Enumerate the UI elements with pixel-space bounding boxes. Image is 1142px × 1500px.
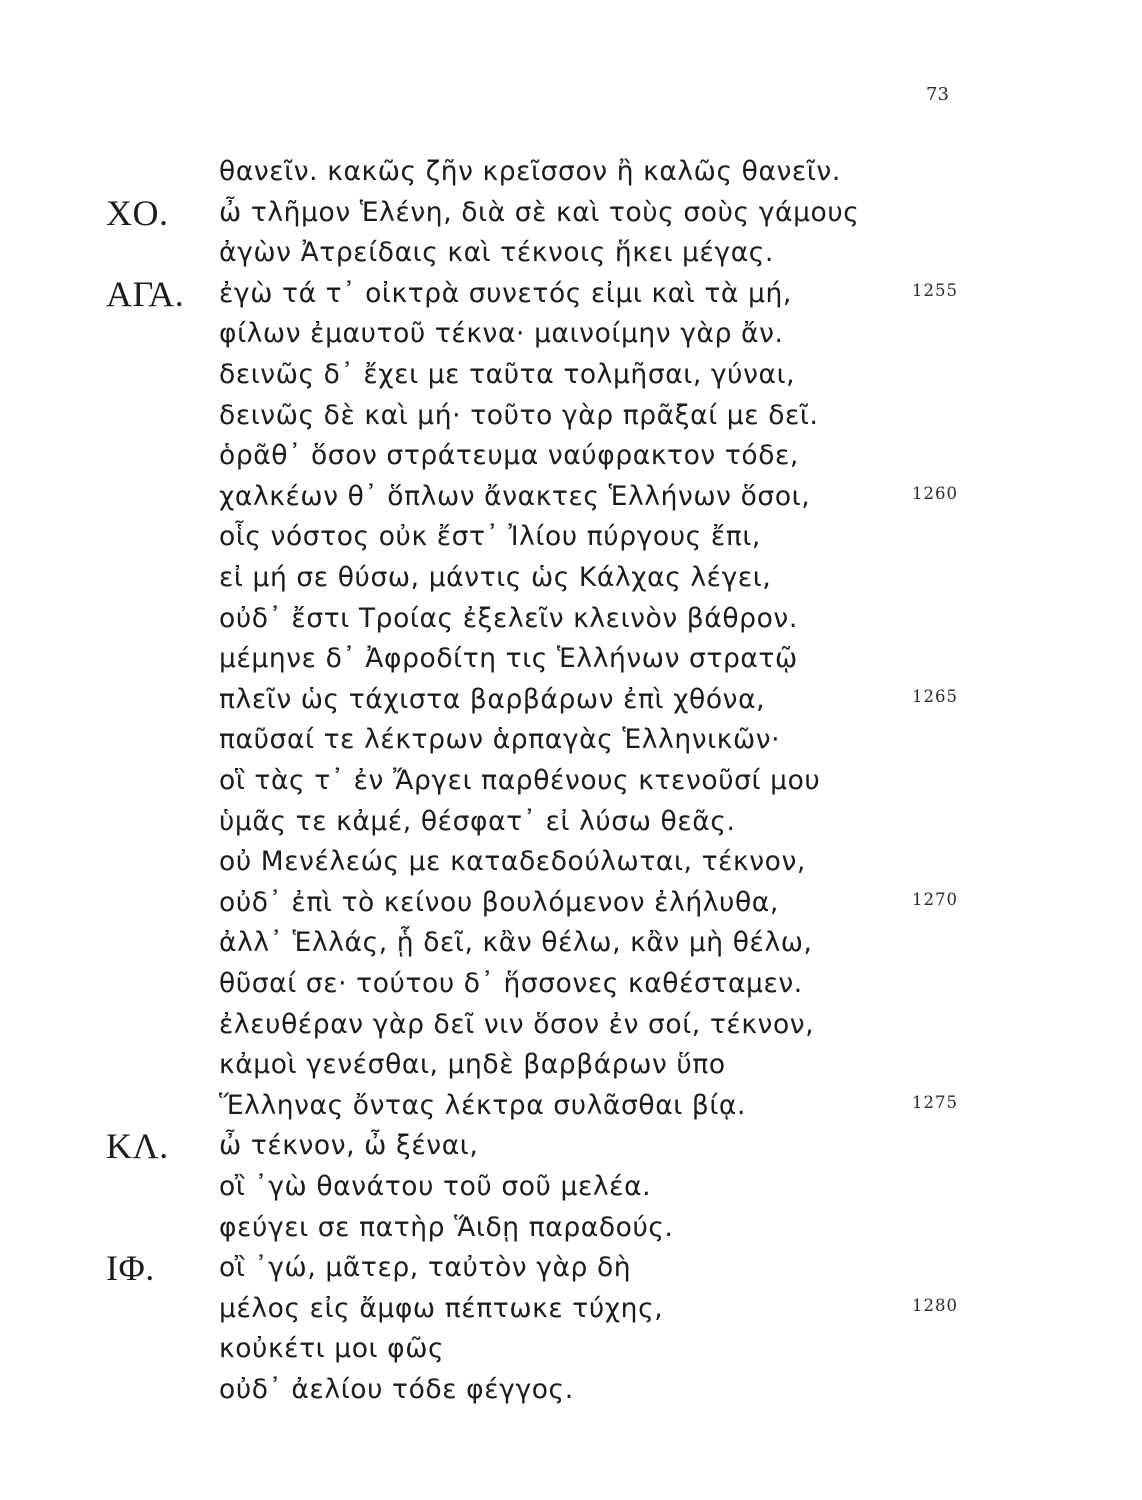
verse-text: πλεῖν ὡς τάχιστα βαρβάρων ἐπὶ χθόνα, [219, 683, 766, 715]
verse-line [0, 719, 1142, 761]
verse-text: ὦ τέκνον, ὦ ξέναι, [219, 1130, 479, 1162]
verse-text: οὐ Μενέλεώς με καταδεδούλωται, τέκνον, [219, 846, 806, 878]
verse-text: μέλος εἰς ἄμφω πέπτωκε τύχης, [219, 1292, 664, 1324]
verse-text: ὦ τλῆμον Ἑλένη, διὰ σὲ καὶ τοὺς σοὺς γάμους [219, 196, 860, 228]
verse-line [0, 841, 1142, 883]
verse-text: οἲ ᾽γώ, μᾶτερ, ταὐτὸν γὰρ δὴ [219, 1252, 632, 1284]
verse-line [0, 1207, 1142, 1249]
verse-line [0, 638, 1142, 680]
verse-line [0, 1085, 1142, 1127]
verse-line [0, 354, 1142, 396]
verse-text: χαλκέων θ᾽ ὅπλων ἄνακτες Ἑλλήνων ὅσοι, [219, 480, 811, 512]
verse-line [0, 395, 1142, 437]
verse-line [0, 801, 1142, 843]
verse-text: οὐδ᾽ ἔστι Τροίας ἐξελεῖν κλεινὸν βάθρον. [219, 602, 798, 634]
verse-text: θῦσαί σε· τούτου δ᾽ ἥσσονες καθέσταμεν. [219, 968, 803, 999]
verse-line [0, 1125, 1142, 1167]
verse-line [0, 1004, 1142, 1046]
verse-text: ἐλευθέραν γὰρ δεῖ νιν ὅσον ἐν σοί, τέκνον, [219, 1008, 815, 1040]
verse-line [0, 313, 1142, 355]
speaker-label: ΚΛ. [106, 1126, 169, 1167]
verse-line [0, 192, 1142, 234]
verse-text: οἲ ᾽γὼ θανάτου τοῦ σοῦ μελέα. [219, 1171, 652, 1202]
line-number: 1260 [912, 483, 958, 503]
verse-text: εἰ μή σε θύσω, μάντις ὡς Κάλχας λέγει, [219, 562, 772, 593]
verse-line [0, 1328, 1142, 1370]
line-number: 1270 [912, 889, 958, 909]
verse-text: δεινῶς δ᾽ ἔχει με ταῦτα τολμῆσαι, γύναι, [219, 359, 796, 390]
verse-line [0, 1247, 1142, 1289]
verse-line [0, 516, 1142, 558]
line-number: 1280 [912, 1295, 958, 1315]
line-number: 1265 [912, 686, 958, 706]
speaker-label: ΑΓΑ. [106, 273, 185, 314]
verse-line [0, 922, 1142, 964]
speaker-label: ΙΦ. [106, 1248, 155, 1289]
verse-text: φεύγει σε πατὴρ Ἅιδῃ παραδούς. [219, 1211, 674, 1243]
verse-line [0, 1044, 1142, 1086]
verse-text: φίλων ἐμαυτοῦ τέκνα· μαινοίμην γὰρ ἄν. [219, 318, 784, 350]
verse-line [0, 1166, 1142, 1208]
verse-line [0, 151, 1142, 193]
verse-line [0, 1369, 1142, 1411]
verse-line [0, 435, 1142, 477]
line-number: 1255 [912, 280, 958, 300]
verse-text: κἀμοὶ γενέσθαι, μηδὲ βαρβάρων ὕπο [219, 1049, 726, 1081]
verse-text: Ἕλληνας ὄντας λέκτρα συλᾶσθαι βίᾳ. [219, 1089, 747, 1121]
page-number: 73 [926, 84, 949, 105]
verse-line [0, 273, 1142, 315]
verse-text: ὁρᾶθ᾽ ὅσον στράτευμα ναύφρακτον τόδε, [219, 440, 799, 472]
speaker-label: ΧΟ. [106, 192, 169, 233]
verse-line [0, 963, 1142, 1005]
verse-text: οὐδ᾽ ἀελίου τόδε φέγγος. [219, 1374, 574, 1405]
verse-line [0, 232, 1142, 274]
verse-line [0, 679, 1142, 721]
verse-text: κοὐκέτι μοι φῶς [219, 1333, 445, 1365]
verse-text: μέμηνε δ᾽ Ἀφροδίτη τις Ἑλλήνων στρατῷ [219, 643, 798, 675]
verse-text: οἷς νόστος οὐκ ἔστ᾽ Ἰλίου πύργους ἔπι, [219, 521, 761, 553]
verse-text: δεινῶς δὲ καὶ μή· τοῦτο γὰρ πρᾶξαί με δεῖ. [219, 399, 819, 431]
verse-line [0, 760, 1142, 802]
verse-text: ἀγὼν Ἀτρείδαις καὶ τέκνοις ἥκει μέγας. [219, 237, 774, 269]
verse-text: παῦσαί τε λέκτρων ἁρπαγὰς Ἑλληνικῶν· [219, 724, 781, 756]
verse-line [0, 598, 1142, 640]
verse-text: ὑμᾶς τε κἀμέ, θέσφατ᾽ εἰ λύσω θεᾶς. [219, 805, 736, 837]
verse-line [0, 557, 1142, 599]
verse-text: οὐδ᾽ ἐπὶ τὸ κείνου βουλόμενον ἐλήλυθα, [219, 886, 779, 918]
verse-text: ἐγὼ τά τ᾽ οἰκτρὰ συνετός εἰμι καὶ τὰ μή, [219, 277, 792, 309]
verse-line [0, 476, 1142, 518]
verse-text: ἀλλ᾽ Ἑλλάς, ᾗ δεῖ, κἂν θέλω, κἂν μὴ θέλω, [219, 927, 813, 959]
line-number: 1275 [912, 1092, 958, 1112]
verse-line [0, 1288, 1142, 1330]
verse-text: οἳ τὰς τ᾽ ἐν Ἄργει παρθένους κτενοῦσί μου [219, 765, 821, 796]
verse-text: θανεῖν. κακῶς ζῆν κρεῖσσον ἢ καλῶς θανεῖν. [219, 156, 841, 187]
verse-line [0, 882, 1142, 924]
